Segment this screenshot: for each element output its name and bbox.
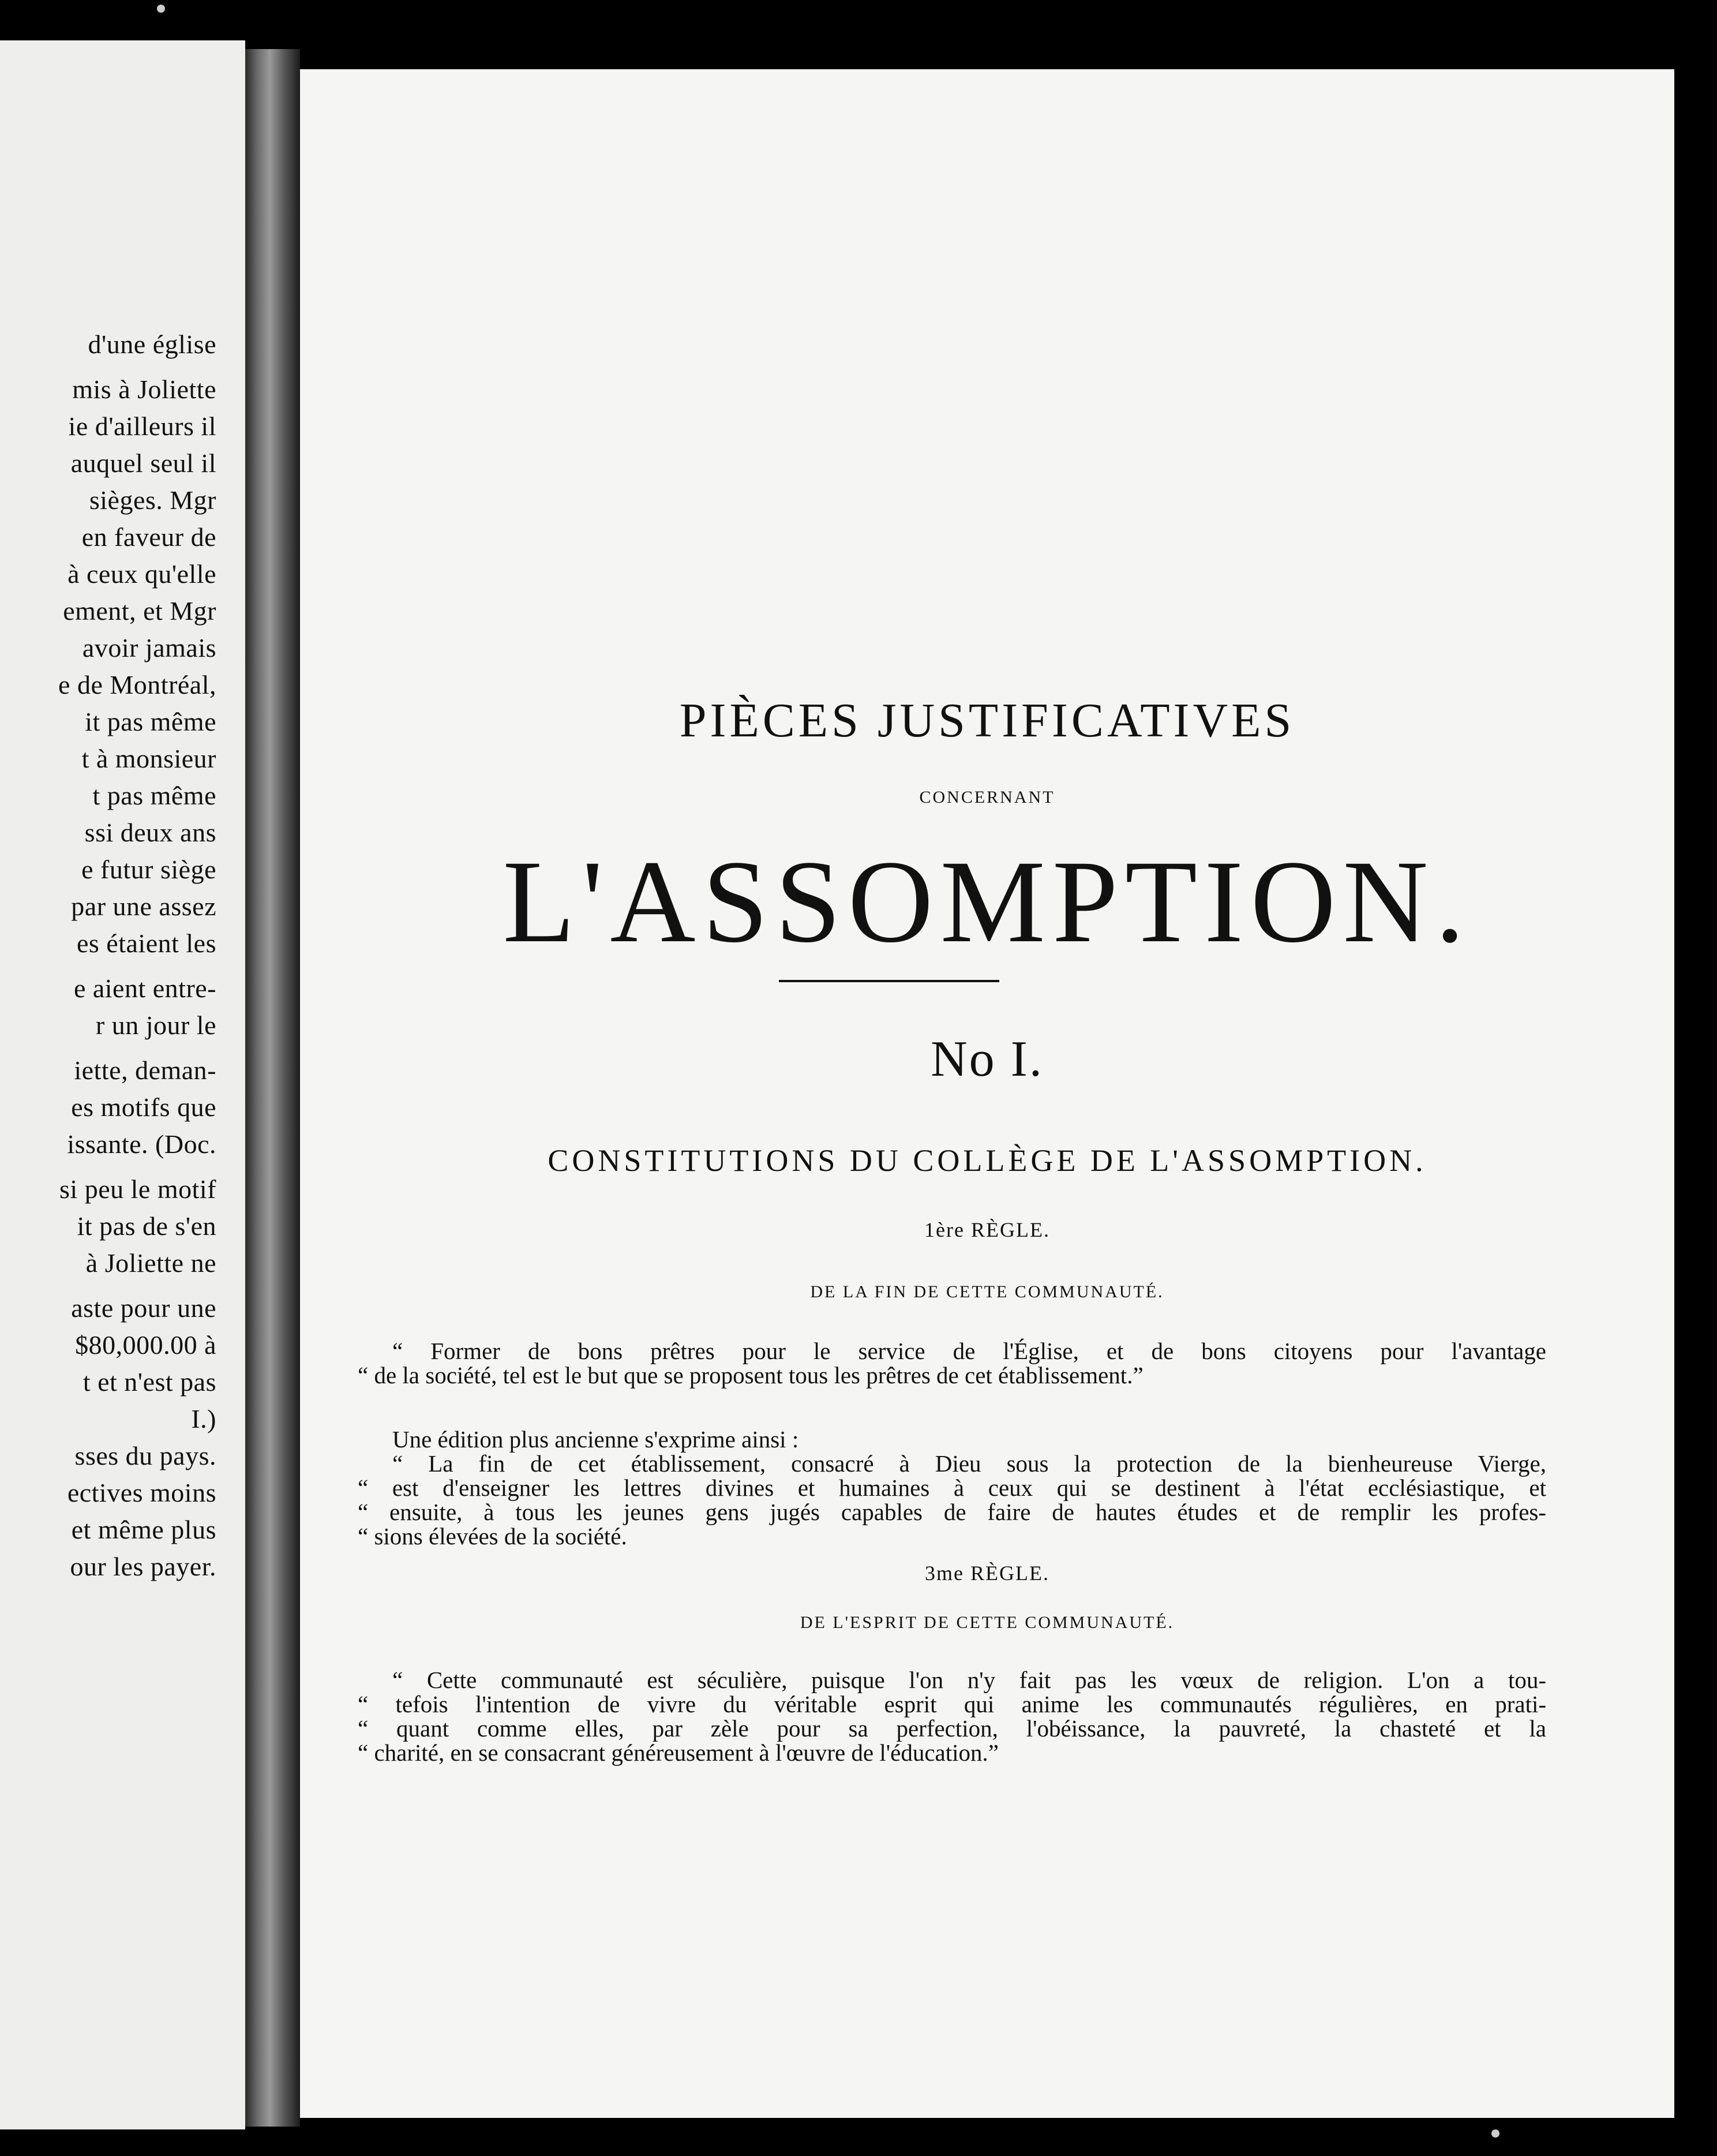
text-line: “ tefois l'intention de vivre du véritable esprit qui anime les communautés régulières, en prati- xyxy=(358,1691,1546,1717)
text-line: “ La fin de cet établissement, consacré à Dieu sous la protection de la bienheureuse Vierge, xyxy=(392,1450,1546,1477)
text-line: “ quant comme elles, par zèle pour sa perfection, l'obéissance, la pauvreté, la chasteté et la xyxy=(358,1715,1546,1742)
text-line: d'une église xyxy=(88,330,216,359)
text-line: ement, et Mgr xyxy=(63,596,216,626)
scan-mark xyxy=(157,5,165,13)
text-line: it pas même xyxy=(85,707,216,736)
document-number: No I. xyxy=(931,1031,1044,1087)
text-line: I.) xyxy=(191,1404,216,1433)
rule-subheading: DE LA FIN DE CETTE COMMUNAUTÉ. xyxy=(810,1282,1164,1301)
text-line: en faveur de xyxy=(81,522,216,552)
text-line: our les payer. xyxy=(70,1552,216,1581)
quotation-paragraph xyxy=(358,1339,1546,1387)
text-line: issante. (Doc. xyxy=(67,1129,216,1159)
page-title: PIÈCES JUSTIFICATIVES xyxy=(679,694,1295,747)
book-gutter xyxy=(245,49,300,2127)
text-line: t à monsieur xyxy=(81,744,216,773)
text-line: ectives moins xyxy=(67,1478,216,1507)
text-line: $80,000.00 à xyxy=(75,1330,216,1360)
text-line: sses du pays. xyxy=(74,1441,216,1470)
rule-subheading: DE L'ESPRIT DE CETTE COMMUNAUTÉ. xyxy=(800,1613,1175,1632)
text-line: “ sions élevées de la société. xyxy=(358,1523,627,1549)
quotation-paragraph xyxy=(358,1668,1546,1765)
text-line: “ Cette communauté est séculière, puisque l'on n'y fait pas les vœux de religion. L'on a tou- xyxy=(392,1667,1546,1693)
text-line: ssi deux ans xyxy=(84,818,216,847)
text-line: es motifs que xyxy=(71,1092,216,1122)
text-line: “ Former de bons prêtres pour le service de l'Église, et de bons citoyens pour l'avantage xyxy=(392,1338,1546,1364)
text-line: par une assez xyxy=(71,892,216,921)
text-line: e aient entre- xyxy=(73,974,216,1003)
scan-mark xyxy=(1491,2129,1499,2138)
section-heading: CONSTITUTIONS DU COLLÈGE DE L'ASSOMPTION. xyxy=(548,1143,1427,1178)
text-line: Une édition plus ancienne s'exprime ainsi : xyxy=(392,1426,799,1453)
quotation-paragraph xyxy=(358,1427,1546,1548)
rule-heading: 3me RÈGLE. xyxy=(925,1562,1049,1585)
previous-page-text xyxy=(0,326,216,1585)
text-line: t pas même xyxy=(92,781,216,810)
text-line: avoir jamais xyxy=(82,633,216,662)
text-line: “ de la société, tel est le but que se proposent tous les prêtres de cet établissement.” xyxy=(358,1362,1144,1388)
text-line: auquel seul il xyxy=(70,448,216,478)
text-line: e de Montréal, xyxy=(58,670,216,699)
rule-heading: 1ère RÈGLE. xyxy=(924,1218,1050,1241)
previous-page-fragment xyxy=(0,40,245,2129)
document-page xyxy=(300,69,1674,2118)
text-line: à ceux qu'elle xyxy=(68,559,216,589)
text-line: es étaient les xyxy=(76,929,216,958)
title-connector: CONCERNANT xyxy=(919,788,1055,807)
text-line: si peu le motif xyxy=(59,1174,216,1204)
text-line: “ ensuite, à tous les jeunes gens jugés capables de faire de hautes études et de remplir les profes- xyxy=(358,1499,1546,1525)
text-line: et même plus xyxy=(71,1515,216,1544)
title-divider xyxy=(779,980,999,982)
text-line: ie d'ailleurs il xyxy=(68,411,216,441)
text-line: sièges. Mgr xyxy=(89,485,216,515)
text-line: à Joliette ne xyxy=(85,1248,216,1278)
text-line: mis à Joliette xyxy=(72,375,216,404)
text-line: t et n'est pas xyxy=(83,1367,216,1397)
text-line: “ est d'enseigner les lettres divines et humaines à ceux qui se destinent à l'état ecclésiastique, et xyxy=(358,1474,1546,1501)
text-line: e futur siège xyxy=(81,855,216,884)
main-title: L'ASSOMPTION. xyxy=(503,836,1472,967)
text-line: iette, deman- xyxy=(74,1055,216,1085)
text-line: “ charité, en se consacrant généreusement à l'œuvre de l'éducation.” xyxy=(358,1739,999,1766)
text-line: r un jour le xyxy=(95,1010,216,1040)
text-line: it pas de s'en xyxy=(77,1211,216,1241)
text-line: aste pour une xyxy=(71,1293,216,1323)
